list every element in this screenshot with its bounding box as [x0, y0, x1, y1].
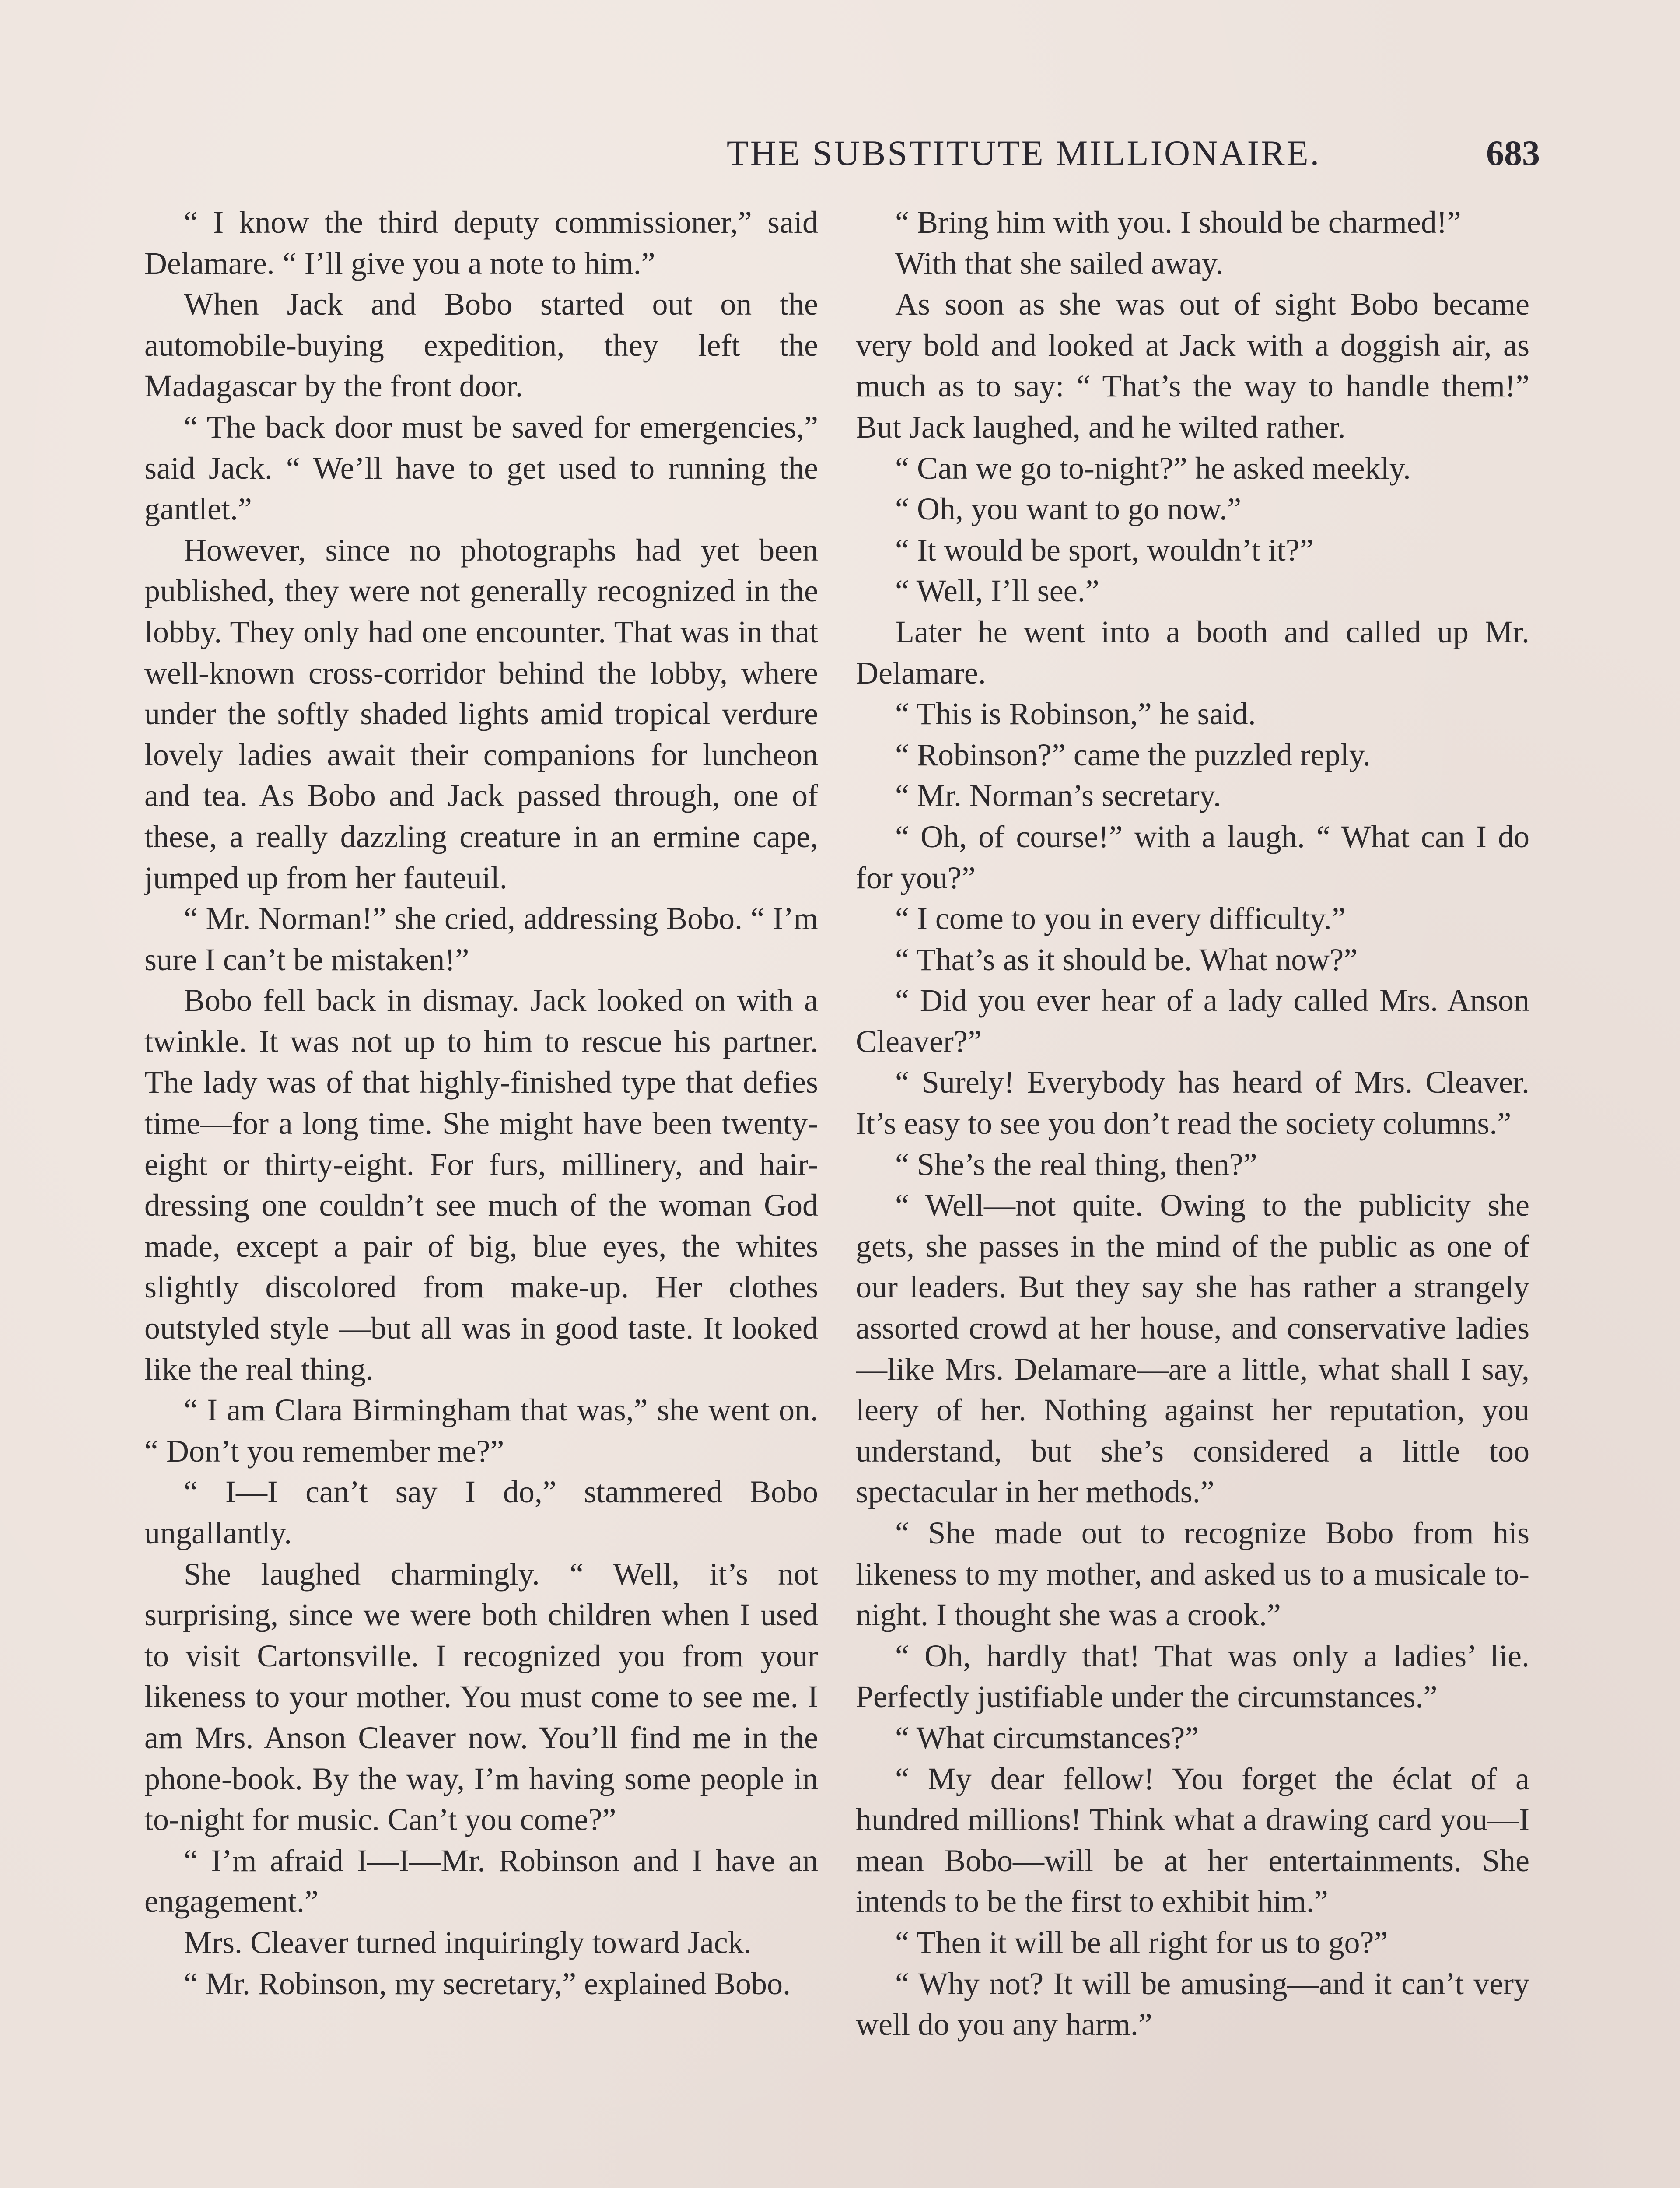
paragraph: “ What circumstances?” [895, 1720, 1199, 1755]
paragraph: With that she sailed away. [895, 245, 1224, 281]
paragraph: “ Oh, of course!” with a laugh. “ What can I do for you?” [856, 819, 1530, 895]
paragraph: Bobo fell back in dismay. Jack looked on with a twinkle. It was not up to him to rescue his partner. The lady was of that highly-finished type that defies time—for a long time. She might have been twenty-eight or thirty-eight. For furs, millinery, and hair-dressing one couldn’t see much of the woman God made, except a pair of big, blue eyes, the whites slightly discolored from make-up. Her clothes outstyled style —but all was in good taste. It looked like the real thing. [144, 983, 818, 1387]
paragraph: “ I’m afraid I—I—Mr. Robinson and I have an engagement.” [144, 1843, 818, 1919]
paragraph: “ She made out to recognize Bobo from his likeness to my mother, and asked us to a musicale to-night. I thought she was a crook.” [856, 1515, 1530, 1633]
paragraph: “ It would be sport, wouldn’t it?” [895, 532, 1314, 568]
paragraph: “ Bring him with you. I should be charmed!” [895, 205, 1461, 240]
paragraph: “ Why not? It will be amusing—and it can’t very well do you any harm.” [856, 1966, 1530, 2042]
paragraph: “ Oh, you want to go now.” [895, 491, 1242, 527]
paragraph: When Jack and Bobo started out on the automobile-buying expedition, they left the Madagascar by the front door. [144, 287, 818, 404]
paragraph: “ Can we go to-night?” he asked meekly. [895, 450, 1411, 486]
paragraph: “ The back door must be saved for emergencies,” said Jack. “ We’ll have to get used to running the gantlet.” [144, 409, 818, 527]
paragraph: “ Then it will be all right for us to go?” [895, 1925, 1388, 1960]
page-number: 683 [1486, 133, 1540, 173]
paragraph: However, since no photographs had yet been published, they were not generally recognized in the lobby. They only had one encounter. That was in that well-known cross-corridor behind the lobby, where under the softly shaded lights amid tropical verdure lovely ladies await their companions for luncheon and tea. As Bobo and Jack passed through, one of these, a really dazzling creature in an ermine cape, jumped up from her fauteuil. [144, 532, 818, 895]
paragraph: “ Oh, hardly that! That was only a ladies’ lie. Perfectly justifiable under the circumstances.” [856, 1638, 1530, 1715]
paragraph: “ Did you ever hear of a lady called Mrs. Anson Cleaver?” [856, 983, 1530, 1059]
paragraph: She laughed charmingly. “ Well, it’s not surprising, since we were both children when I used to visit Cartonsville. I recognized you from your likeness to your mother. You must come to see me. I am Mrs. Anson Cleaver now. You’ll find me in the phone-book. By the way, I’m having some people in to-night for music. Can’t you come?” [144, 1556, 818, 1837]
paragraph: Later he went into a booth and called up Mr. Delamare. [856, 614, 1530, 691]
right-column [856, 202, 1530, 2188]
paragraph: “ This is Robinson,” he said. [895, 696, 1256, 732]
paragraph: “ Mr. Norman’s secretary. [895, 778, 1222, 813]
paragraph: “ Well, I’ll see.” [895, 573, 1099, 609]
paragraph: “ Mr. Robinson, my secretary,” explained Bobo. [184, 1966, 791, 2001]
paragraph: “ Robinson?” came the puzzled reply. [895, 737, 1371, 772]
paragraph: “ She’s the real thing, then?” [895, 1147, 1257, 1182]
paragraph: “ I come to you in every difficulty.” [895, 901, 1346, 936]
paragraph: “ That’s as it should be. What now?” [895, 942, 1358, 977]
running-header: THE SUBSTITUTE MILLIONAIRE. [726, 133, 1321, 173]
paragraph: “ I know the third deputy commissioner,” said Delamare. “ I’ll give you a note to him.” [144, 205, 818, 281]
paragraph: “ Mr. Norman!” she cried, addressing Bobo. “ I’m sure I can’t be mistaken!” [144, 901, 818, 977]
paragraph: Mrs. Cleaver turned inquiringly toward Jack. [184, 1925, 752, 1960]
paragraph: “ I am Clara Birmingham that was,” she went on. “ Don’t you remember me?” [144, 1392, 818, 1469]
paragraph: “ Surely! Everybody has heard of Mrs. Cleaver. It’s easy to see you don’t read the society columns.” [856, 1065, 1530, 1141]
left-column [144, 202, 818, 2188]
paragraph: “ My dear fellow! You forget the éclat of a hundred millions! Think what a drawing card you—I mean Bobo—will be at her entertainments. She intends to be the first to exhibit him.” [856, 1761, 1530, 1919]
paragraph: As soon as she was out of sight Bobo became very bold and looked at Jack with a doggish air, as much as to say: “ That’s the way to handle them!” But Jack laughed, and he wilted rather. [856, 287, 1530, 445]
paragraph: “ Well—not quite. Owing to the publicity she gets, she passes in the mind of the public as one of our leaders. But they say she has rather a strangely assorted crowd at her house, and conservative ladies—like Mrs. Delamare—are a little, what shall I say, leery of her. Nothing against her reputation, you understand, but she’s considered a little too spectacular in her methods.” [856, 1188, 1530, 1510]
paragraph: “ I—I can’t say I do,” stammered Bobo ungallantly. [144, 1474, 818, 1550]
